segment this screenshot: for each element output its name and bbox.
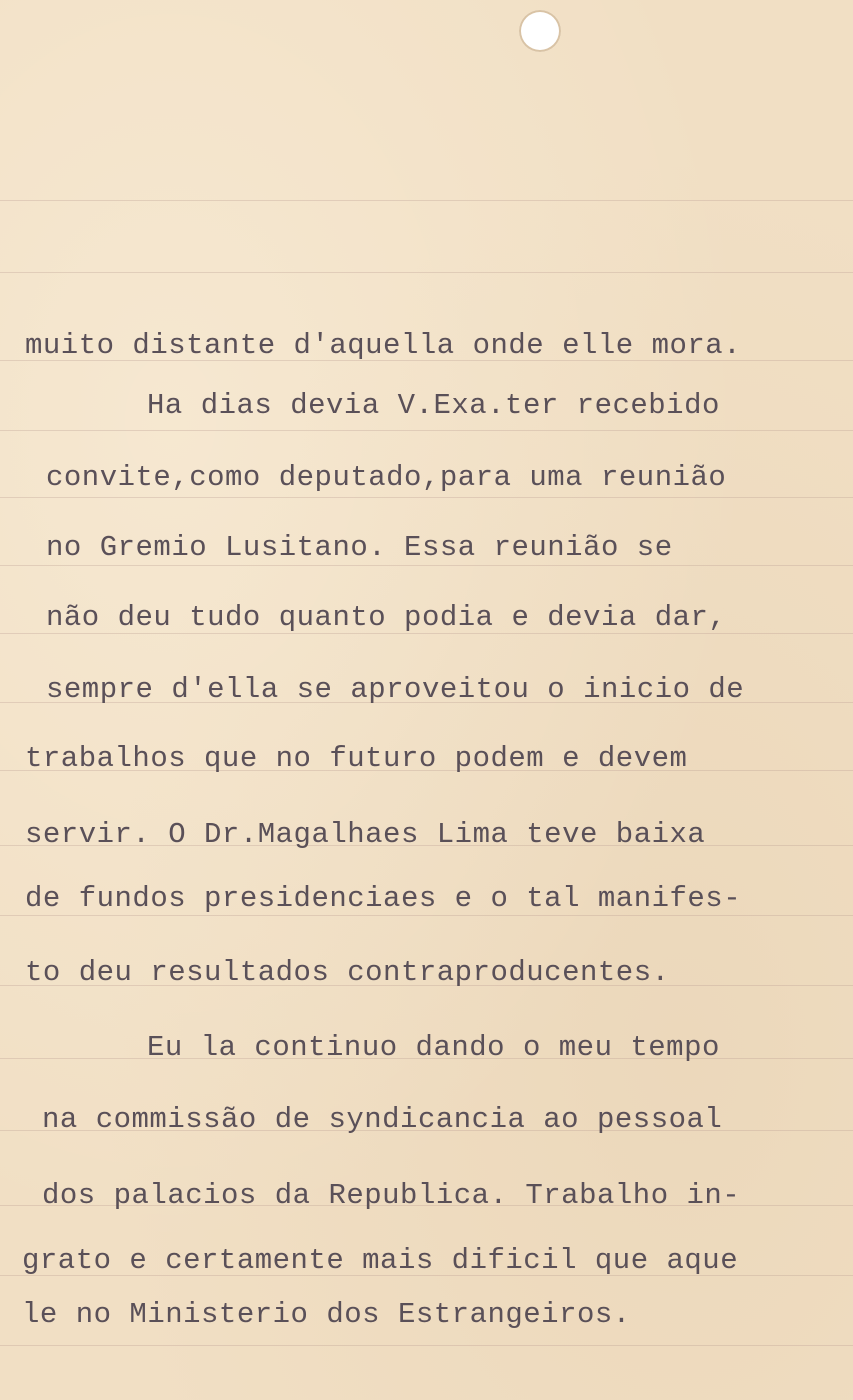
letter-line: sempre d'ella se aproveitou o inicio de	[46, 673, 745, 706]
letter-line: de fundos presidenciaes e o tal manifes-	[25, 882, 742, 915]
letter-line: na commissão de syndicancia ao pessoal	[42, 1103, 723, 1136]
letter-line: não deu tudo quanto podia e devia dar,	[46, 601, 727, 634]
ruled-line	[0, 200, 853, 201]
letter-line: dos palacios da Republica. Trabalho in-	[42, 1179, 741, 1212]
ruled-line	[0, 497, 853, 498]
letter-line: Eu la continuo dando o meu tempo	[147, 1031, 720, 1064]
letter-line: convite,como deputado,para uma reunião	[46, 461, 727, 494]
letter-line: trabalhos que no futuro podem e devem	[25, 742, 688, 775]
letter-line: grato e certamente mais dificil que aque	[22, 1244, 739, 1277]
ruled-line	[0, 1345, 853, 1346]
ruled-line	[0, 430, 853, 431]
ruled-line	[0, 272, 853, 273]
punch-hole	[519, 10, 561, 52]
letter-line: Ha dias devia V.Exa.ter recebido	[147, 389, 720, 422]
letter-line: muito distante d'aquella onde elle mora.	[25, 329, 742, 362]
letter-line: servir. O Dr.Magalhaes Lima teve baixa	[25, 818, 706, 851]
letter-line: le no Ministerio dos Estrangeiros.	[22, 1298, 631, 1331]
letter-line: no Gremio Lusitano. Essa reunião se	[46, 531, 673, 564]
letter-line: to deu resultados contraproducentes.	[25, 956, 670, 989]
